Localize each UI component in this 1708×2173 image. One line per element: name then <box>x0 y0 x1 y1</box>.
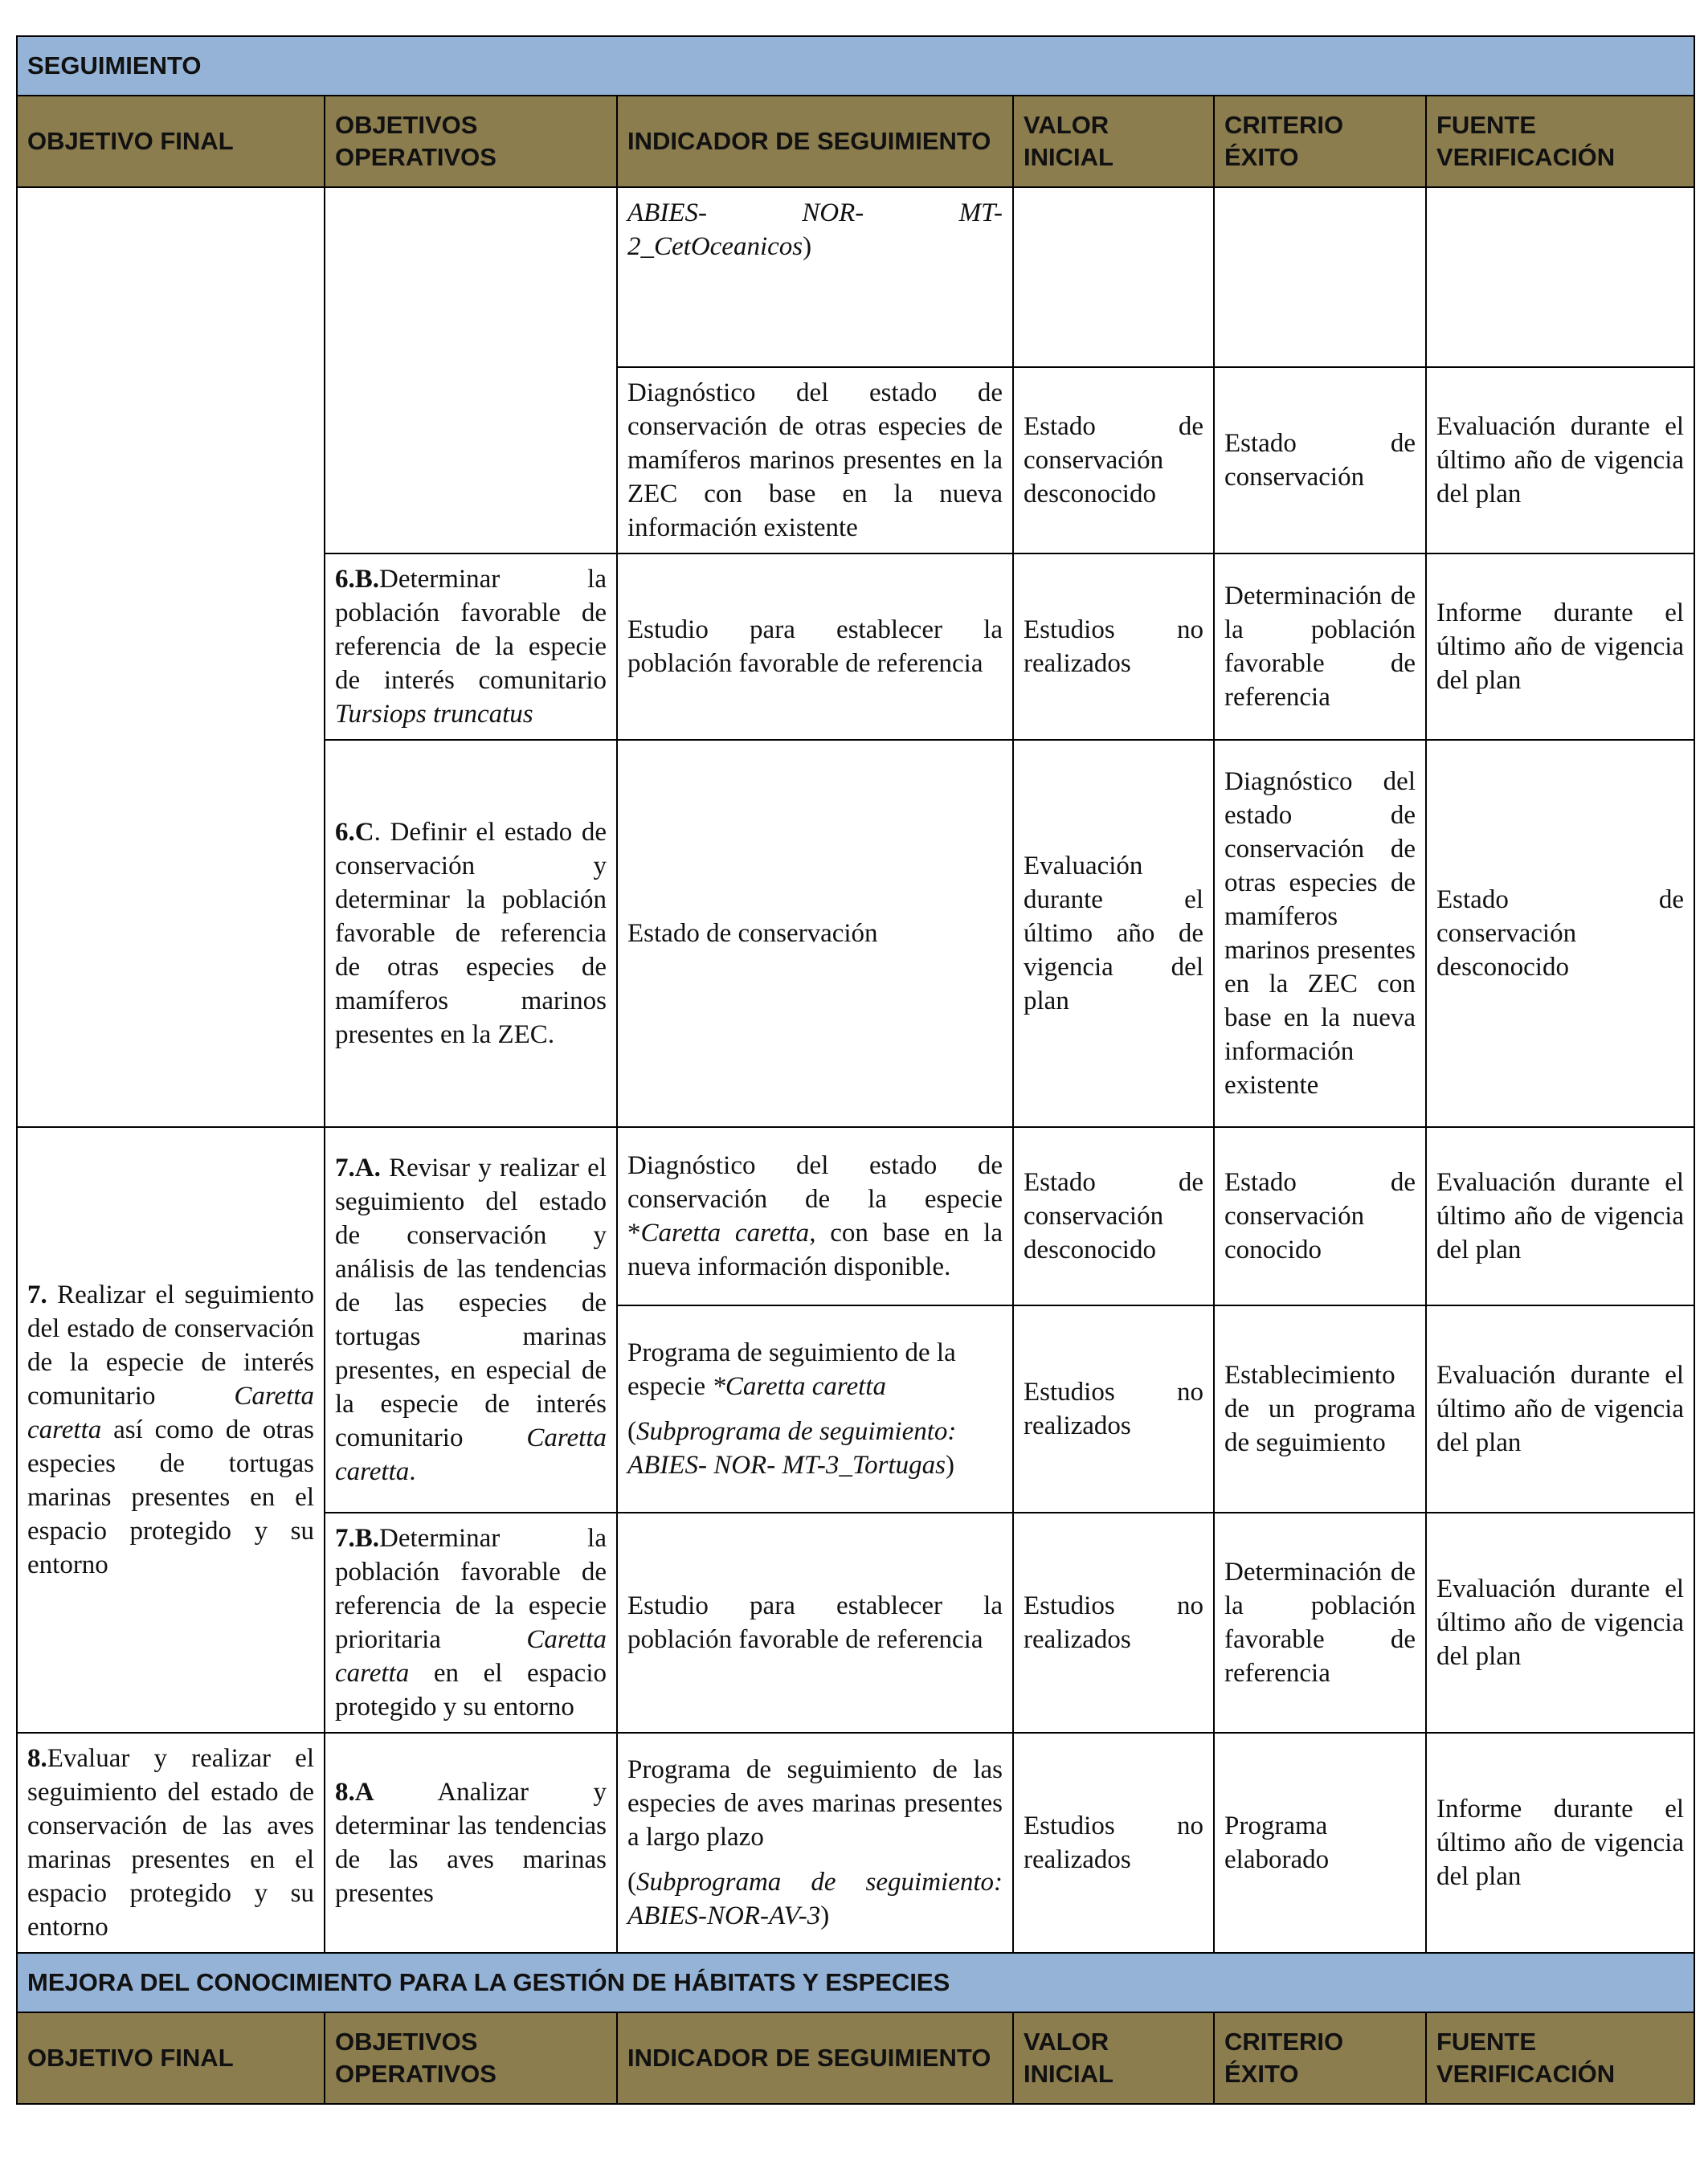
species-name: Caretta caretta <box>335 1625 607 1688</box>
indicator-cell: Diagnóstico del estado de conservación de otras especies de mamíferos marinos presentes en la ZEC con base en la nueva información existente <box>617 367 1013 553</box>
table-row <box>17 1733 1694 1953</box>
subprogram-ref <box>627 1865 1003 1933</box>
op-objective-number: 6.B. <box>335 565 380 594</box>
indicator-cell: Estudio para establecer la población favorable de referencia <box>617 553 1013 740</box>
column-header-row <box>17 2012 1694 2104</box>
op-objective-number: 8.A <box>335 1778 374 1807</box>
col-header-valor-inicial: VALOR INICIAL <box>1013 2012 1214 2104</box>
op-objective-cell <box>325 1733 617 1953</box>
section-title-seguimiento: SEGUIMIENTO <box>17 36 1694 96</box>
species-name: Caretta caretta <box>27 1382 314 1444</box>
indicator-cell <box>617 1305 1013 1513</box>
op-objective-text-tail: . <box>409 1457 416 1486</box>
paren-open: ( <box>627 1417 636 1446</box>
op-objective-text-tail: en el espacio protegido y su entorno <box>335 1659 607 1722</box>
objective-number: 8. <box>27 1744 47 1773</box>
op-objective-number: 7.B. <box>335 1524 380 1553</box>
op-objective-cell <box>325 740 617 1127</box>
indicator-text: Diagnóstico del estado de conservación de la especie * <box>627 1151 1003 1248</box>
indicator-tail: ) <box>803 232 812 261</box>
criterion-cell: Establecimiento de un programa de seguimiento <box>1214 1305 1426 1513</box>
indicator-cell: Estudio para establecer la población favorable de referencia <box>617 1513 1013 1733</box>
initial-value-cell: Estado de conservación desconocido <box>1013 367 1214 553</box>
criterion-cell: Estado de conservación <box>1214 367 1426 553</box>
indicator-text-tail: , con base en la nueva información disponible. <box>627 1219 1003 1281</box>
section-header-row <box>17 1953 1694 2012</box>
indicator-cell <box>617 1733 1013 1953</box>
op-objective-cell <box>325 1513 617 1733</box>
objective-text-tail: así como de otras especies de tortugas marinas presentes en el espacio protegido y su entorno <box>27 1415 314 1579</box>
source-cell: Evaluación durante el último año de vigencia del plan <box>1426 1127 1694 1305</box>
subprogram-ref <box>627 1415 1003 1482</box>
col-header-valor-inicial: VALOR INICIAL <box>1013 96 1214 187</box>
criterion-cell: Programa elaborado <box>1214 1733 1426 1953</box>
indicator-cell <box>617 1127 1013 1305</box>
subprogram-code: Subprograma de seguimiento: ABIES- NOR- MT-3_Tortugas <box>627 1417 957 1480</box>
col-header-objetivos-operativos: OBJETIVOS OPERATIVOS <box>325 2012 617 2104</box>
col-header-criterio-exito: CRITERIO ÉXITO <box>1214 96 1426 187</box>
col-header-fuente: FUENTE VERIFICACIÓN <box>1426 96 1694 187</box>
species-name: Caretta caretta <box>640 1219 810 1248</box>
objective-cell <box>17 1127 325 1733</box>
source-cell: Evaluación durante el último año de vigencia del plan <box>1426 1513 1694 1733</box>
col-header-criterio-exito: CRITERIO ÉXITO <box>1214 2012 1426 2104</box>
initial-value-cell: Evaluación durante el último año de vigencia del plan <box>1013 740 1214 1127</box>
initial-value-cell: Estudios no realizados <box>1013 1305 1214 1513</box>
paren-close: ) <box>946 1451 954 1480</box>
indicator-cell <box>617 187 1013 367</box>
species-name: Caretta caretta <box>335 1423 607 1486</box>
indicator-text: Programa de seguimiento de la especie <box>627 1338 956 1401</box>
source-cell: Evaluación durante el último año de vigencia del plan <box>1426 1305 1694 1513</box>
criterion-cell <box>1214 187 1426 367</box>
subprogram-code: Subprograma de seguimiento: ABIES-NOR-AV-3 <box>627 1868 1003 1930</box>
op-objective-number: 6.C <box>335 818 374 847</box>
col-header-objetivo-final: OBJETIVO FINAL <box>17 96 325 187</box>
species-name: *Caretta caretta <box>712 1372 886 1401</box>
section-header-row <box>17 36 1694 96</box>
paren-close: ) <box>820 1901 830 1930</box>
source-cell: Informe durante el último año de vigencia del plan <box>1426 1733 1694 1953</box>
indicator-code: ABIES- NOR- MT-2_CetOceanicos <box>627 198 1003 261</box>
criterion-cell: Determinación de la población favorable de referencia <box>1214 1513 1426 1733</box>
col-header-objetivo-final: OBJETIVO FINAL <box>17 2012 325 2104</box>
indicator-cell: Estado de conservación <box>617 740 1013 1127</box>
op-objective-cell-empty <box>325 187 617 553</box>
paren-open: ( <box>627 1868 636 1897</box>
op-objective-cell <box>325 553 617 740</box>
initial-value-cell: Estado de conservación desconocido <box>1013 1127 1214 1305</box>
op-objective-text: . Definir el estado de conservación y determinar la población favorable de referencia de otras especies de mamíferos marinos presentes en la ZEC. <box>335 818 607 1049</box>
col-header-fuente: FUENTE VERIFICACIÓN <box>1426 2012 1694 2104</box>
source-cell: Evaluación durante el último año de vigencia del plan <box>1426 367 1694 553</box>
monitoring-table <box>16 35 1695 2105</box>
op-objective-text: Revisar y realizar el seguimiento del estado de conservación y análisis de las tendencias de las especies de tortugas marinas presentes, en especial de la especie de interés comunitario <box>335 1154 607 1452</box>
objective-cell-empty <box>17 187 325 1127</box>
criterion-cell: Diagnóstico del estado de conservación de otras especies de mamíferos marinos presentes en la ZEC con base en la nueva información existente <box>1214 740 1426 1127</box>
objective-text: Evaluar y realizar el seguimiento del estado de conservación de las aves marinas presentes en el espacio protegido y su entorno <box>27 1744 314 1942</box>
indicator-text: Programa de seguimiento de las especies de aves marinas presentes a largo plazo <box>627 1755 1003 1852</box>
initial-value-cell: Estudios no realizados <box>1013 1733 1214 1953</box>
source-cell: Estado de conservación desconocido <box>1426 740 1694 1127</box>
objective-cell <box>17 1733 325 1953</box>
species-name: Tursiops truncatus <box>335 700 533 729</box>
col-header-indicador: INDICADOR DE SEGUIMIENTO <box>617 2012 1013 2104</box>
table-row <box>17 1127 1694 1305</box>
table-row <box>17 187 1694 367</box>
col-header-objetivos-operativos: OBJETIVOS OPERATIVOS <box>325 96 617 187</box>
section-title-mejora: MEJORA DEL CONOCIMIENTO PARA LA GESTIÓN DE HÁBITATS Y ESPECIES <box>17 1953 1694 2012</box>
initial-value-cell: Estudios no realizados <box>1013 553 1214 740</box>
objective-number: 7. <box>27 1281 47 1309</box>
op-objective-number: 7.A. <box>335 1154 381 1182</box>
op-objective-text: Analizar y determinar las tendencias de las aves marinas presentes <box>335 1778 607 1908</box>
col-header-indicador: INDICADOR DE SEGUIMIENTO <box>617 96 1013 187</box>
criterion-cell: Estado de conservación conocido <box>1214 1127 1426 1305</box>
op-objective-cell <box>325 1127 617 1513</box>
objective-text: Realizar el seguimiento del estado de conservación de la especie de interés comunitario <box>27 1281 314 1411</box>
source-cell <box>1426 187 1694 367</box>
initial-value-cell: Estudios no realizados <box>1013 1513 1214 1733</box>
initial-value-cell <box>1013 187 1214 367</box>
op-objective-text: Determinar la población favorable de referencia de la especie prioritaria <box>335 1524 607 1654</box>
column-header-row <box>17 96 1694 187</box>
source-cell: Informe durante el último año de vigencia del plan <box>1426 553 1694 740</box>
op-objective-text: Determinar la población favorable de referencia de la especie de interés comunitario <box>335 565 607 695</box>
criterion-cell: Determinación de la población favorable de referencia <box>1214 553 1426 740</box>
